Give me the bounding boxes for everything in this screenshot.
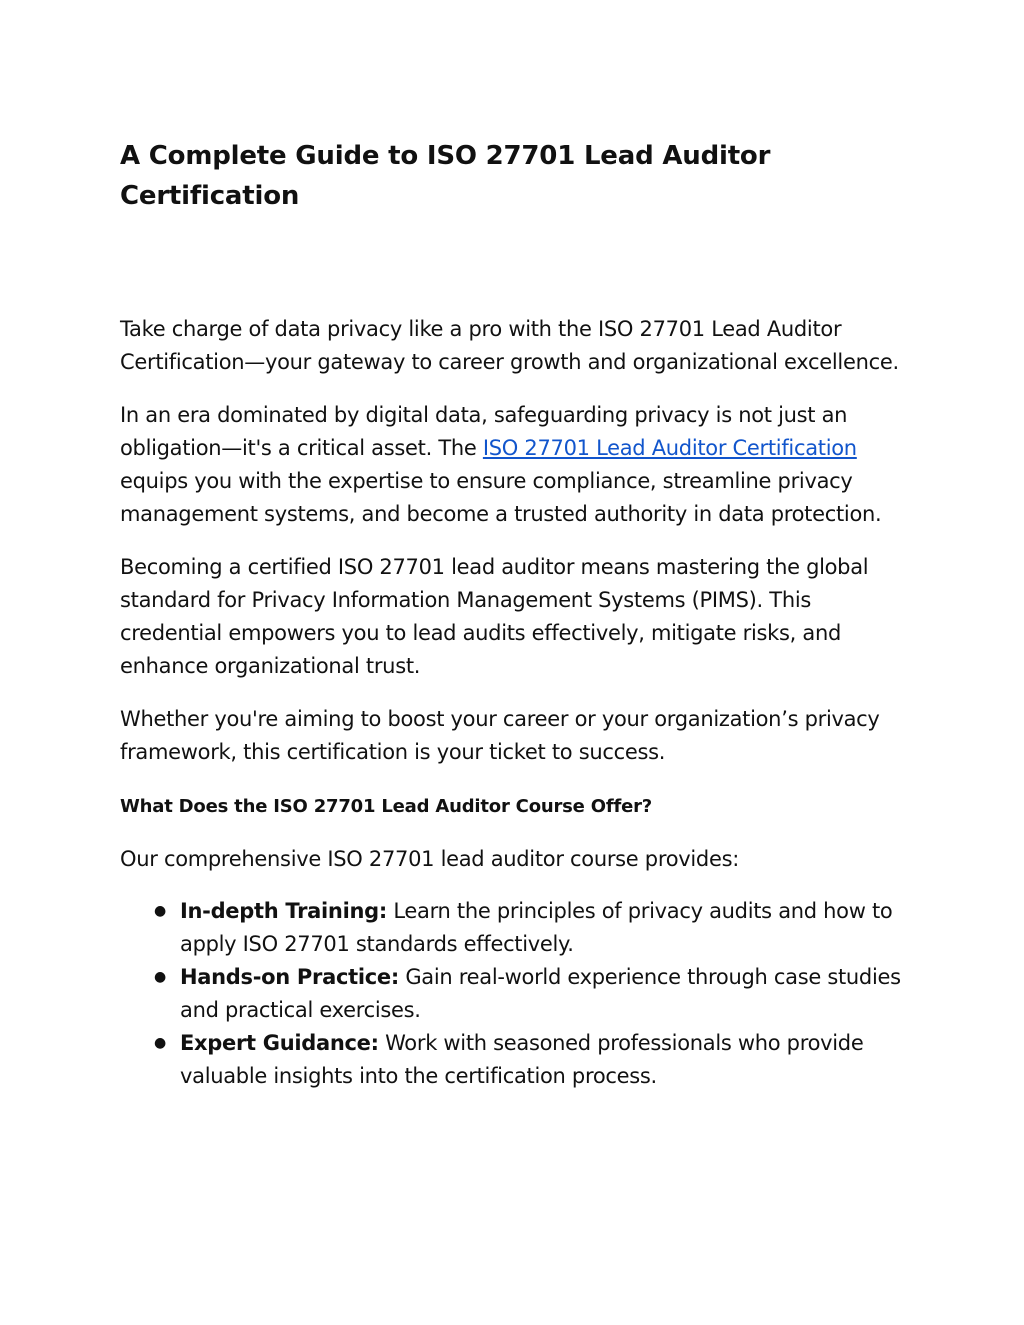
list-item-term: Hands-on Practice: (180, 965, 399, 989)
era-paragraph (120, 399, 910, 531)
whether-paragraph: Whether you're aiming to boost your career or your organization’s privacy framework, this certification is your ticket to success. (120, 707, 880, 764)
list-item-text: Gain real-world experience through case studies and practical exercises. (180, 965, 901, 1022)
intro-paragraph: Take charge of data privacy like a pro with the ISO 27701 Lead Auditor Certification—your gateway to career growth and organizational excellence. (120, 317, 899, 374)
list-item-text: Work with seasoned professionals who provide valuable insights into the certification process. (180, 1031, 864, 1088)
bullet-icon: ● (154, 1035, 166, 1051)
list-item (120, 1027, 910, 1093)
bullet-icon: ● (154, 903, 166, 919)
era-text-before-link: In an era dominated by digital data, safeguarding privacy is not just an obligation—it's a critical asset. The (120, 403, 848, 460)
certification-link[interactable]: ISO 27701 Lead Auditor Certification (482, 436, 857, 460)
document-page (120, 136, 910, 1093)
section-heading: What Does the ISO 27701 Lead Auditor Course Offer? (120, 796, 653, 817)
section-lead: Our comprehensive ISO 27701 lead auditor course provides: (120, 847, 739, 871)
era-text-after-link: equips you with the expertise to ensure compliance, streamline privacy management systems, and become a trusted authority in data protection. (120, 469, 882, 526)
list-item-text: Learn the principles of privacy audits and how to apply ISO 27701 standards effectively. (180, 899, 893, 956)
becoming-paragraph: Becoming a certified ISO 27701 lead auditor means mastering the global standard for Privacy Information Management Systems (PIMS). This credential empowers you to lead audits effectively, mitigate risks, and enhance organizational trust. (120, 555, 869, 678)
list-item-term: Expert Guidance: (180, 1031, 379, 1055)
list-item (120, 961, 910, 1027)
list-item (120, 895, 910, 961)
feature-list (120, 895, 910, 1093)
page-title: A Complete Guide to ISO 27701 Lead Auditor Certification (120, 141, 771, 211)
list-item-term: In-depth Training: (180, 899, 387, 923)
bullet-icon: ● (154, 969, 166, 985)
